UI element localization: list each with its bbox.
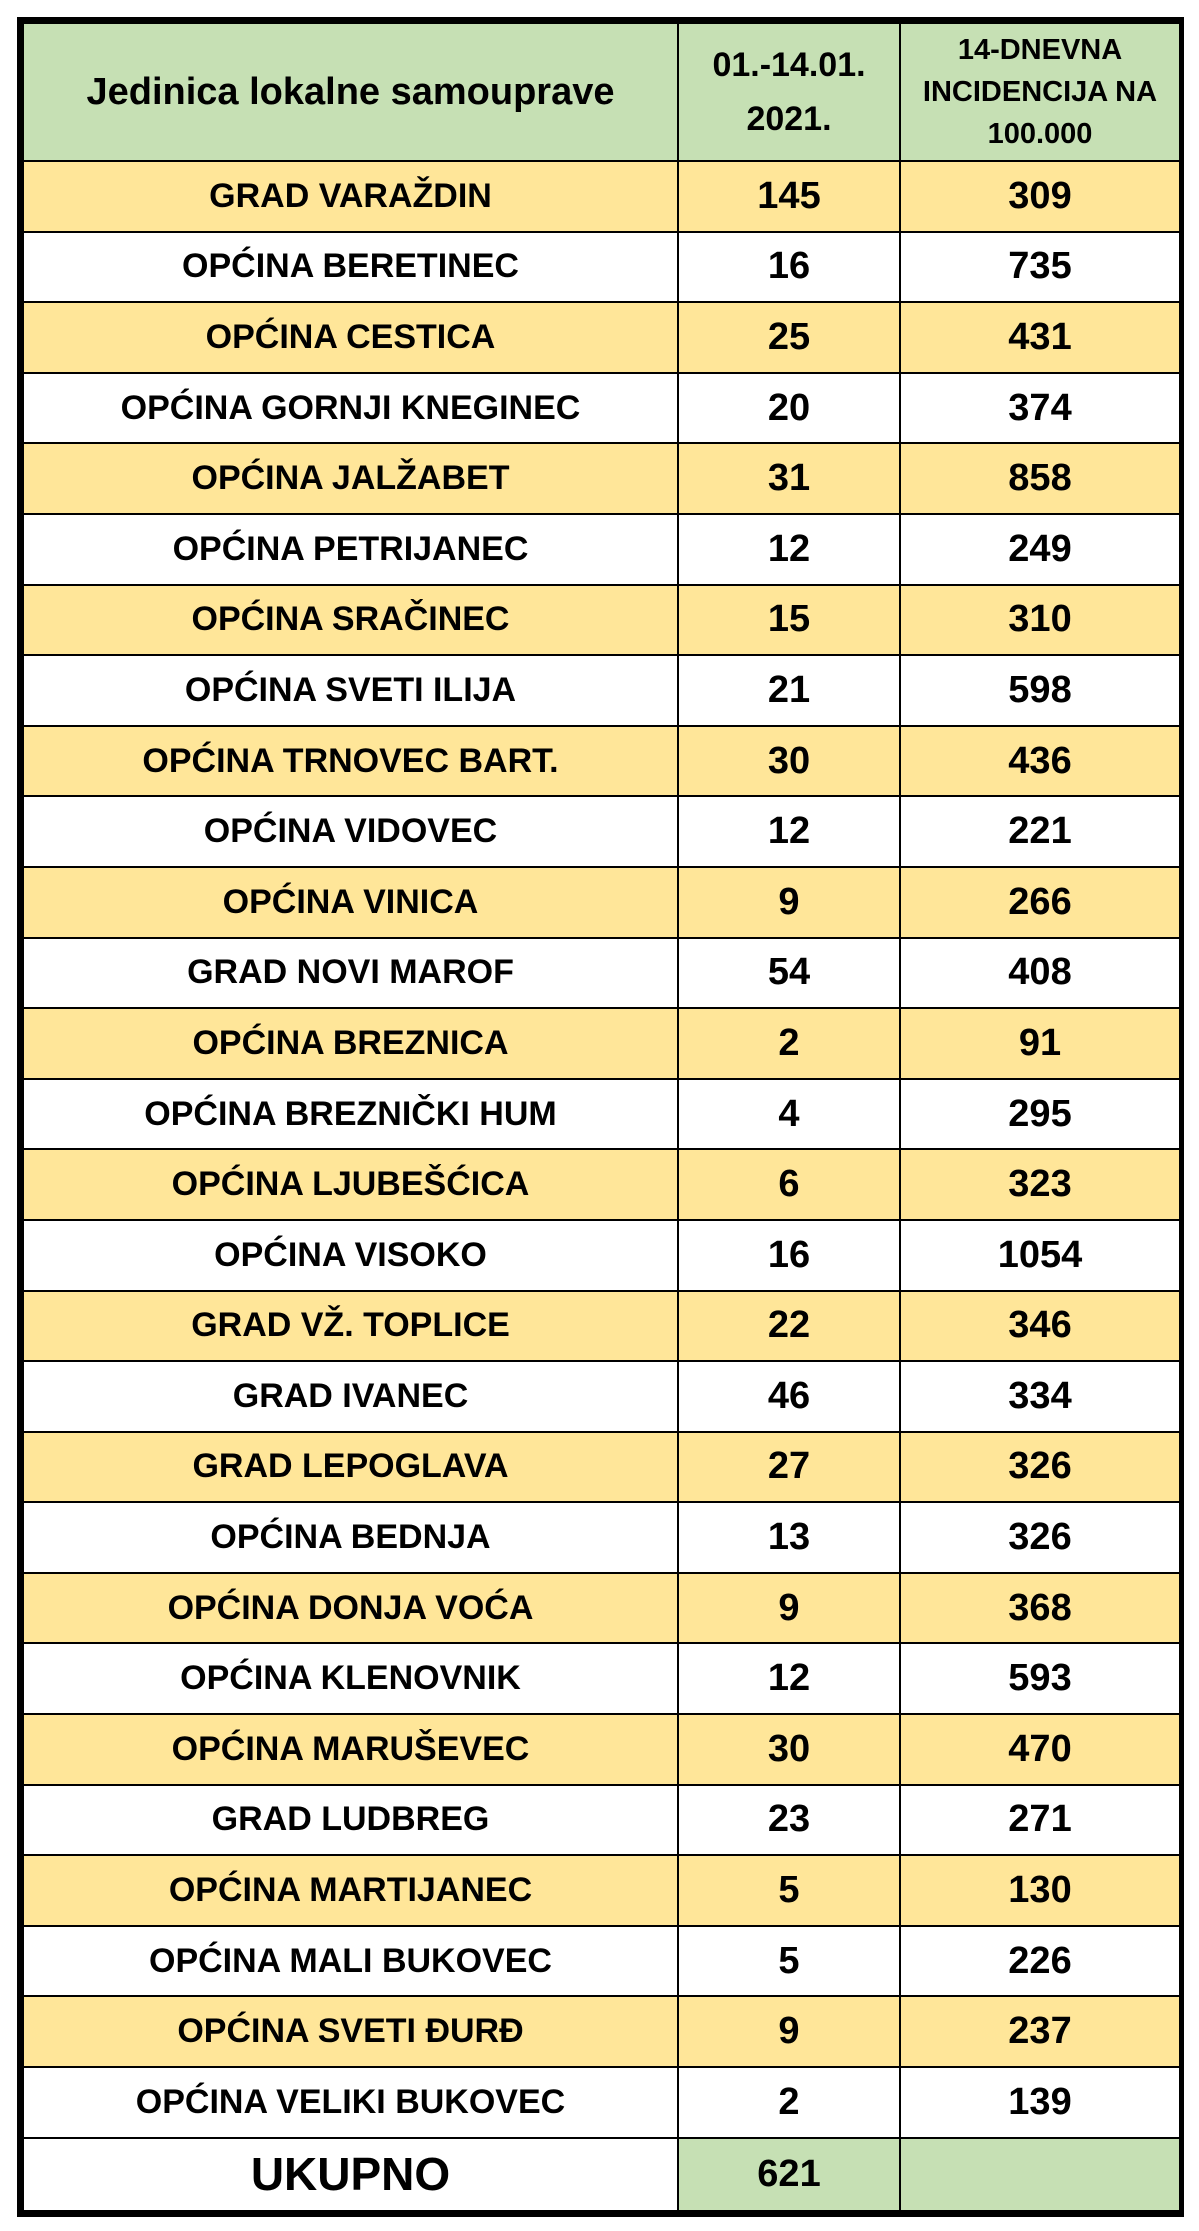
header-period: 01.-14.01. 2021. — [678, 23, 900, 161]
unit-name-cell: OPĆINA MARUŠEVEC — [23, 1714, 678, 1785]
incidence-cell: 598 — [900, 655, 1180, 726]
total-label: UKUPNO — [23, 2138, 678, 2211]
table-row — [23, 1996, 1180, 2067]
table-row — [23, 1432, 1180, 1503]
table-row — [23, 2067, 1180, 2138]
incidence-cell: 346 — [900, 1291, 1180, 1362]
incidence-cell: 408 — [900, 938, 1180, 1009]
table-row — [23, 373, 1180, 444]
incidence-cell: 326 — [900, 1432, 1180, 1503]
incidence-cell: 309 — [900, 161, 1180, 232]
unit-name-cell: OPĆINA MARTIJANEC — [23, 1855, 678, 1926]
cases-cell: 9 — [678, 1573, 900, 1644]
table-row — [23, 1785, 1180, 1856]
cases-cell: 12 — [678, 514, 900, 585]
unit-name-cell: OPĆINA BERETINEC — [23, 232, 678, 303]
total-row — [23, 2138, 1180, 2211]
table-row — [23, 585, 1180, 656]
table-row — [23, 1926, 1180, 1997]
table-row — [23, 1008, 1180, 1079]
cases-cell: 15 — [678, 585, 900, 656]
unit-name-cell: OPĆINA DONJA VOĆA — [23, 1573, 678, 1644]
incidence-cell: 266 — [900, 867, 1180, 938]
unit-name-cell: OPĆINA MALI BUKOVEC — [23, 1926, 678, 1997]
unit-name-cell: OPĆINA SRAČINEC — [23, 585, 678, 656]
unit-name-cell: OPĆINA VELIKI BUKOVEC — [23, 2067, 678, 2138]
table-header — [23, 23, 1180, 161]
unit-name-cell: OPĆINA TRNOVEC BART. — [23, 726, 678, 797]
table-row — [23, 1643, 1180, 1714]
table-row — [23, 1220, 1180, 1291]
unit-name-cell: OPĆINA JALŽABET — [23, 443, 678, 514]
incidence-cell: 431 — [900, 302, 1180, 373]
incidence-cell: 334 — [900, 1361, 1180, 1432]
table-row — [23, 1855, 1180, 1926]
cases-cell: 9 — [678, 867, 900, 938]
incidence-cell: 858 — [900, 443, 1180, 514]
cases-cell: 16 — [678, 1220, 900, 1291]
table-row — [23, 1079, 1180, 1150]
total-cases: 621 — [678, 2138, 900, 2211]
cases-cell: 30 — [678, 1714, 900, 1785]
cases-cell: 2 — [678, 2067, 900, 2138]
incidence-cell: 368 — [900, 1573, 1180, 1644]
unit-name-cell: OPĆINA VINICA — [23, 867, 678, 938]
unit-name-cell: GRAD VŽ. TOPLICE — [23, 1291, 678, 1362]
table-row — [23, 1361, 1180, 1432]
table-row — [23, 1573, 1180, 1644]
cases-cell: 9 — [678, 1996, 900, 2067]
table-row — [23, 161, 1180, 232]
cases-cell: 23 — [678, 1785, 900, 1856]
table-row — [23, 443, 1180, 514]
table-row — [23, 1149, 1180, 1220]
unit-name-cell: GRAD IVANEC — [23, 1361, 678, 1432]
incidence-cell: 323 — [900, 1149, 1180, 1220]
incidence-cell: 374 — [900, 373, 1180, 444]
unit-name-cell: OPĆINA BREZNICA — [23, 1008, 678, 1079]
unit-name-cell: OPĆINA VIDOVEC — [23, 796, 678, 867]
unit-name-cell: OPĆINA GORNJI KNEGINEC — [23, 373, 678, 444]
unit-name-cell: OPĆINA CESTICA — [23, 302, 678, 373]
unit-name-cell: OPĆINA KLENOVNIK — [23, 1643, 678, 1714]
cases-cell: 5 — [678, 1926, 900, 1997]
table-row — [23, 867, 1180, 938]
incidence-cell: 310 — [900, 585, 1180, 656]
unit-name-cell: OPĆINA BEDNJA — [23, 1502, 678, 1573]
cases-cell: 25 — [678, 302, 900, 373]
table-row — [23, 726, 1180, 797]
cases-cell: 6 — [678, 1149, 900, 1220]
unit-name-cell: GRAD LEPOGLAVA — [23, 1432, 678, 1503]
incidence-cell: 295 — [900, 1079, 1180, 1150]
header-row — [23, 23, 1180, 161]
incidence-cell: 326 — [900, 1502, 1180, 1573]
incidence-cell: 237 — [900, 1996, 1180, 2067]
cases-cell: 5 — [678, 1855, 900, 1926]
unit-name-cell: OPĆINA SVETI ILIJA — [23, 655, 678, 726]
cases-cell: 27 — [678, 1432, 900, 1503]
incidence-cell: 249 — [900, 514, 1180, 585]
table-row — [23, 796, 1180, 867]
table-row — [23, 1291, 1180, 1362]
cases-cell: 12 — [678, 796, 900, 867]
table-row — [23, 1714, 1180, 1785]
cases-cell: 54 — [678, 938, 900, 1009]
incidence-cell: 593 — [900, 1643, 1180, 1714]
table-row — [23, 514, 1180, 585]
cases-cell: 12 — [678, 1643, 900, 1714]
incidence-cell: 139 — [900, 2067, 1180, 2138]
incidence-table-frame — [17, 17, 1184, 2217]
header-unit: Jedinica lokalne samouprave — [23, 23, 678, 161]
cases-cell: 30 — [678, 726, 900, 797]
unit-name-cell: OPĆINA BREZNIČKI HUM — [23, 1079, 678, 1150]
cases-cell: 20 — [678, 373, 900, 444]
table-row — [23, 232, 1180, 303]
cases-cell: 46 — [678, 1361, 900, 1432]
table-row — [23, 938, 1180, 1009]
unit-name-cell: OPĆINA SVETI ĐURĐ — [23, 1996, 678, 2067]
incidence-cell: 226 — [900, 1926, 1180, 1997]
header-incidence: 14-DNEVNA INCIDENCIJA NA 100.000 — [900, 23, 1180, 161]
cases-cell: 13 — [678, 1502, 900, 1573]
total-incidence — [900, 2138, 1180, 2211]
incidence-cell: 470 — [900, 1714, 1180, 1785]
unit-name-cell: GRAD NOVI MAROF — [23, 938, 678, 1009]
incidence-cell: 91 — [900, 1008, 1180, 1079]
cases-cell: 4 — [678, 1079, 900, 1150]
incidence-cell: 735 — [900, 232, 1180, 303]
table-body — [23, 161, 1180, 2211]
table-row — [23, 655, 1180, 726]
cases-cell: 2 — [678, 1008, 900, 1079]
unit-name-cell: OPĆINA PETRIJANEC — [23, 514, 678, 585]
unit-name-cell: GRAD VARAŽDIN — [23, 161, 678, 232]
cases-cell: 16 — [678, 232, 900, 303]
cases-cell: 145 — [678, 161, 900, 232]
cases-cell: 31 — [678, 443, 900, 514]
incidence-cell: 436 — [900, 726, 1180, 797]
cases-cell: 22 — [678, 1291, 900, 1362]
table-row — [23, 302, 1180, 373]
unit-name-cell: OPĆINA VISOKO — [23, 1220, 678, 1291]
table-row — [23, 1502, 1180, 1573]
unit-name-cell: OPĆINA LJUBEŠĆICA — [23, 1149, 678, 1220]
incidence-cell: 271 — [900, 1785, 1180, 1856]
unit-name-cell: GRAD LUDBREG — [23, 1785, 678, 1856]
incidence-cell: 1054 — [900, 1220, 1180, 1291]
incidence-cell: 221 — [900, 796, 1180, 867]
incidence-table — [22, 22, 1181, 2212]
cases-cell: 21 — [678, 655, 900, 726]
incidence-cell: 130 — [900, 1855, 1180, 1926]
